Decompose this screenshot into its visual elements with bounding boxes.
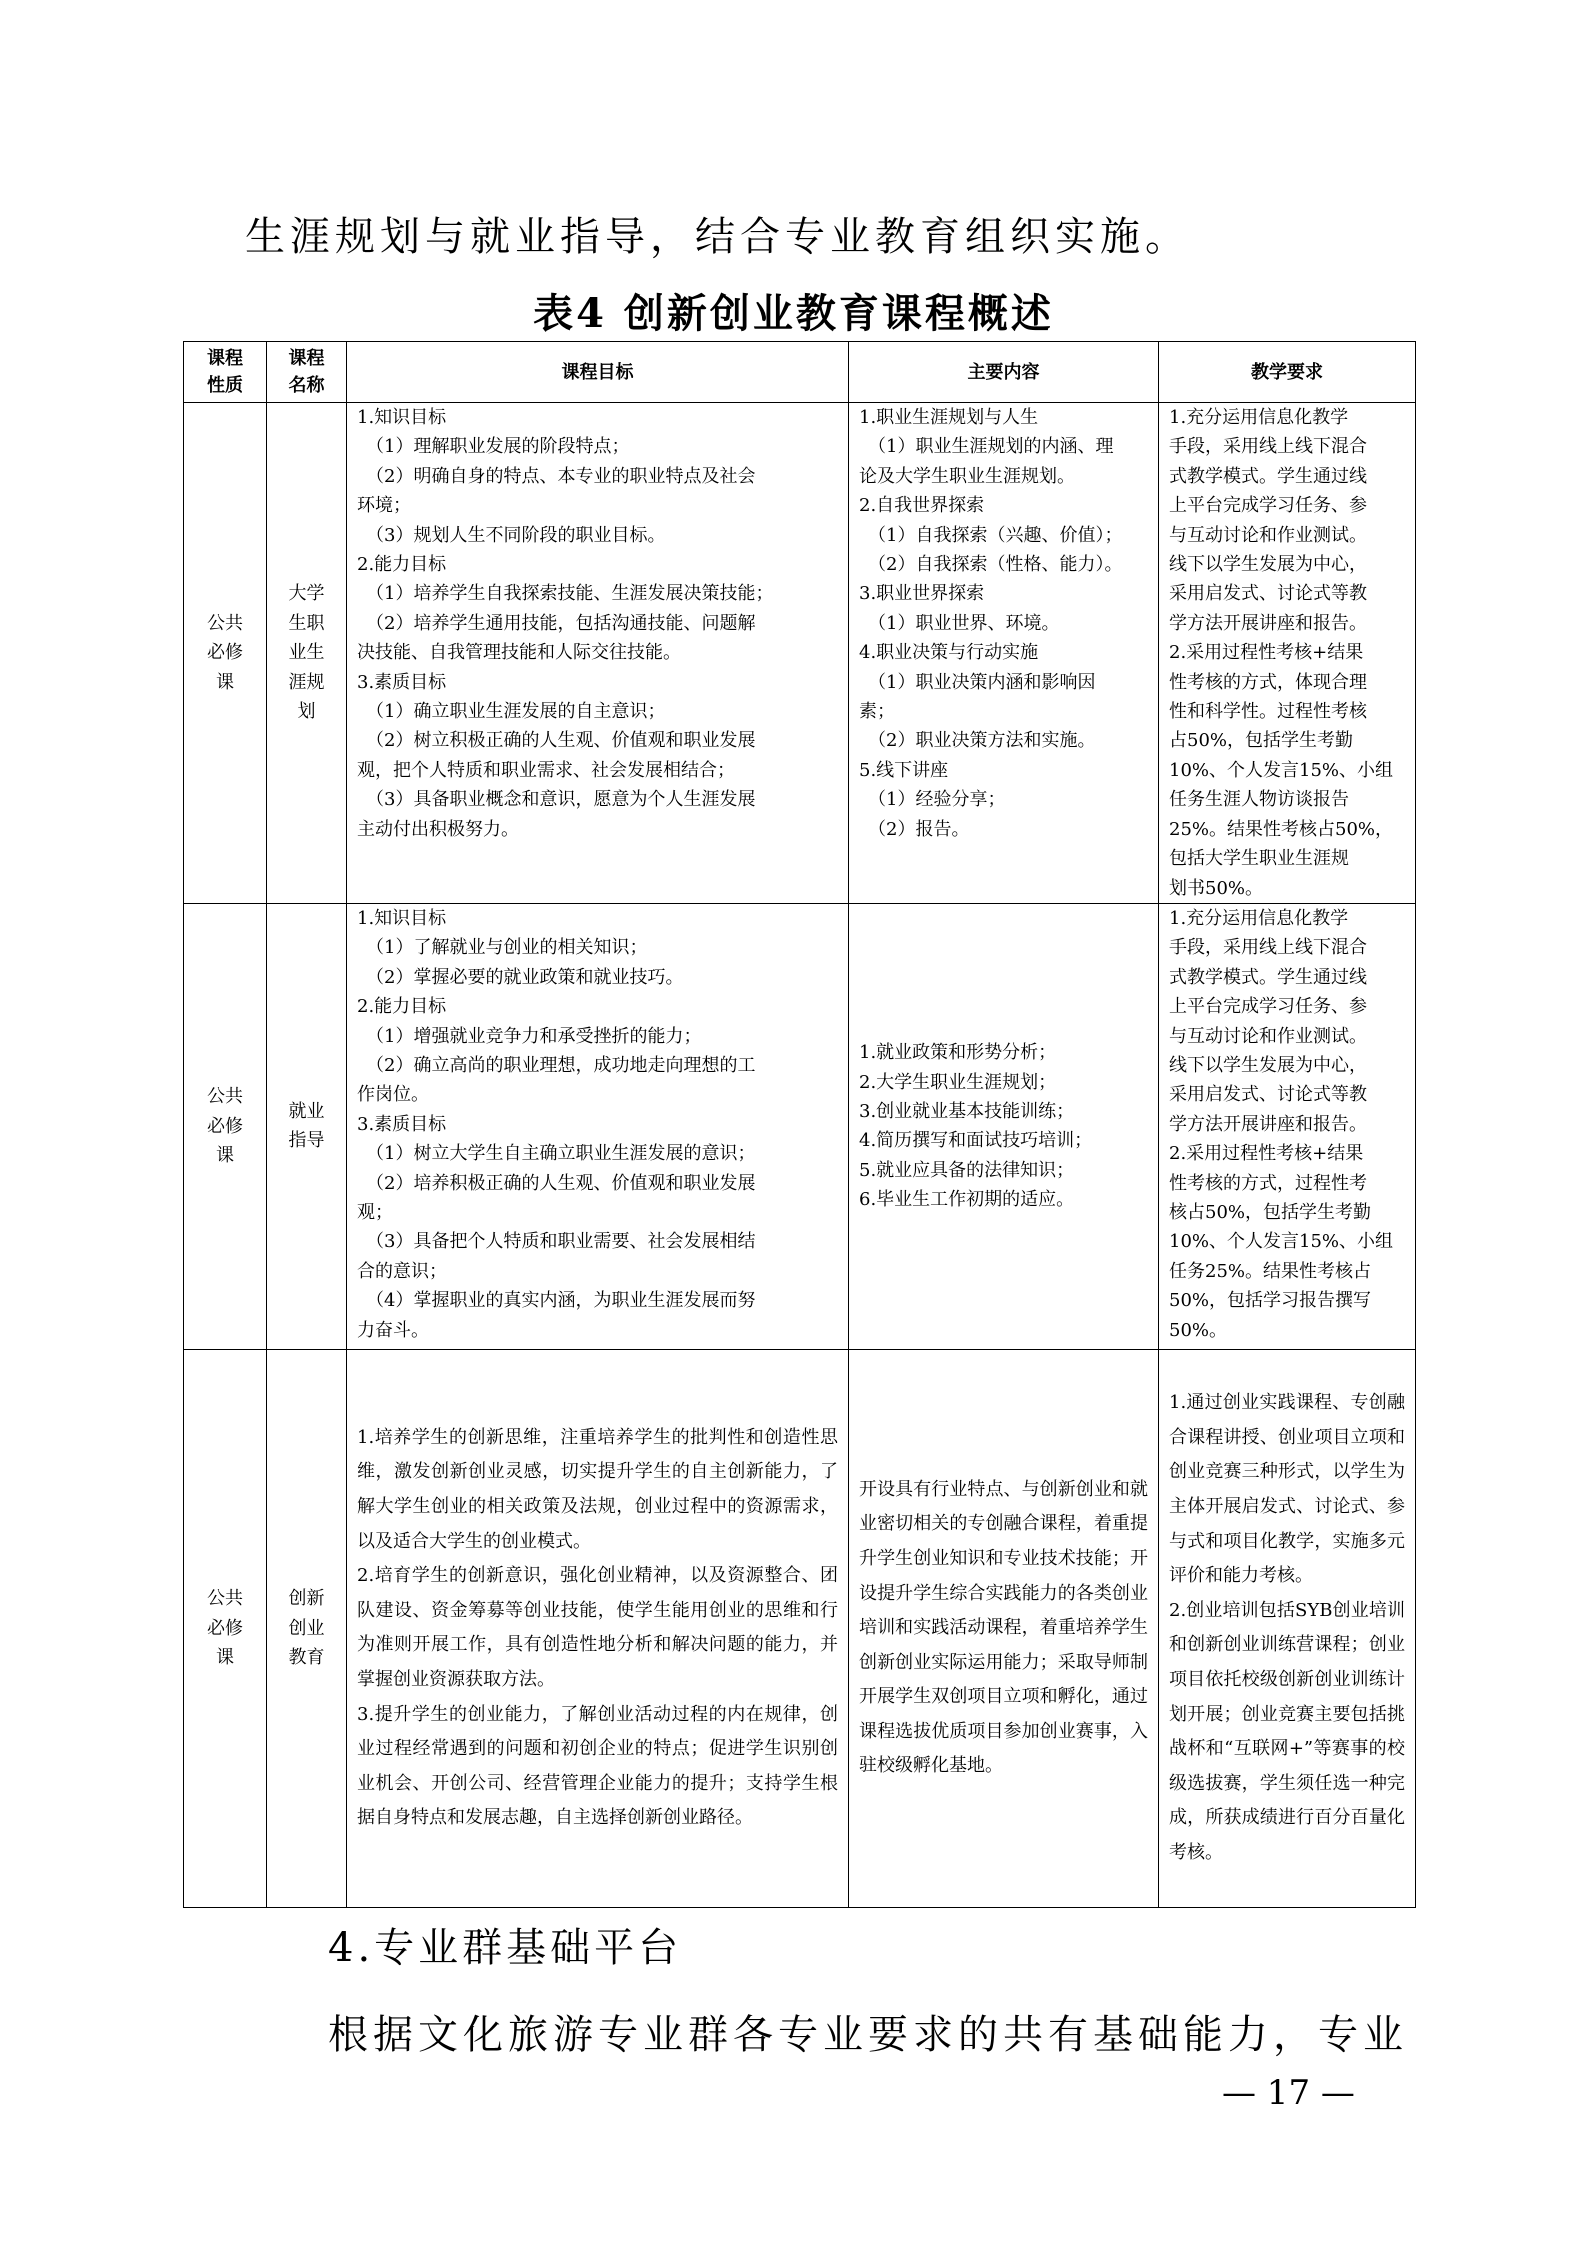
main-content-cell: 1.职业生涯规划与人生 （1）职业生涯规划的内涵、理 论及大学生职业生涯规划。 2.自我世界探索 （1）自我探索（兴趣、价值）； （2）自我探索（性格、能力）。 3.职业世界探索 （1）职业世界、环境。 4.职业决策与行动实施 （1）职业决策内涵和影响因 素； （2）职业决策方法和实施。 5.线下讲座 （1）经验分享； （2）报告。 [849, 403, 1159, 904]
table-row [184, 403, 1416, 904]
course-nature-cell: 公共 必修 课 [184, 403, 267, 904]
goal-paragraph: 3.提升学生的创业能力，了解创业活动过程的内在规律，创业过程经常遇到的问题和初创企业的特点；促进学生识别创业机会、开创公司、经营管理企业能力的提升；支持学生根据自身特点和发展志趣，自主选择创新创业路径。 [357, 1703, 838, 1829]
course-nature-cell: 公共 必修 课 [184, 903, 267, 1349]
body-text: 根据文化旅游专业群各专业要求的共有基础能力，专业 [328, 2012, 1408, 2058]
main-content-cell: 1.就业政策和形势分析； 2.大学生职业生涯规划； 3.创业就业基本技能训练； 4.简历撰写和面试技巧培训； 5.就业应具备的法律知识； 6.毕业生工作初期的适应。 [849, 903, 1159, 1349]
course-name-cell: 就业 指导 [267, 903, 347, 1349]
table-caption: 表4 创新创业教育课程概述 [533, 290, 1054, 337]
header-course-goal: 课程目标 [347, 342, 849, 403]
header-course-name: 课程 名称 [267, 342, 347, 403]
teaching-requirement-cell [1159, 1349, 1416, 1907]
course-table [183, 341, 1416, 1908]
course-name-cell: 大学 生职 业生 涯规 划 [267, 403, 347, 904]
teaching-requirement-cell: 1.充分运用信息化教学 手段，采用线上线下混合 式教学模式。学生通过线 上平台完成学习任务、参 与互动讨论和作业测试。 线下以学生发展为中心， 采用启发式、讨论式等教 学方法开展讲座和报告。 2.采用过程性考核+结果 性考核的方式，体现合理 性和科学性。过程性考核 占50%，包括学生考勤 10%、个人发言15%、小组 任务生涯人物访谈报告 25%。结果性考核占50%， 包括大学生职业生涯规 划书50%。 [1159, 403, 1416, 904]
table-row [184, 903, 1416, 1349]
table-header-row [184, 342, 1416, 403]
section-title: 4.专业群基础平台 [328, 1925, 683, 1971]
header-main-content: 主要内容 [849, 342, 1159, 403]
intro-text: 生涯规划与就业指导，结合专业教育组织实施。 [245, 214, 1190, 260]
main-content-cell: 开设具有行业特点、与创新创业和就业密切相关的专创融合课程，着重提升学生创业知识和专业技术技能；开设提升学生综合实践能力的各类创业培训和实践活动课程，着重培养学生创新创业实际运用能力；采取导师制开展学生双创项目立项和孵化，通过课程选拔优质项目参加创业赛事，入驻校级孵化基地。 [849, 1349, 1159, 1907]
teaching-requirement-cell: 1.充分运用信息化教学 手段，采用线上线下混合 式教学模式。学生通过线 上平台完成学习任务、参 与互动讨论和作业测试。 线下以学生发展为中心， 采用启发式、讨论式等教 学方法开展讲座和报告。 2.采用过程性考核+结果 性考核的方式，过程性考 核占50%，包括学生考勤 10%、个人发言15%、小组 任务25%。结果性考核占 50%，包括学习报告撰写 50%。 [1159, 903, 1416, 1349]
requirement-paragraph: 2.创业培训包括SYB创业培训和创新创业训练营课程；创业项目依托校级创新创业训练计划开展；创业竞赛主要包括挑战杯和“互联网+”等赛事的校级选拔赛，学生须任选一种完成，所获成绩进行百分百量化考核。 [1169, 1599, 1405, 1863]
requirement-paragraph: 1.通过创业实践课程、专创融合课程讲授、创业项目立项和创业竞赛三种形式，以学生为主体开展启发式、讨论式、参与式和项目化教学，实施多元评价和能力考核。 [1169, 1392, 1405, 1587]
header-teaching-requirement: 教学要求 [1159, 342, 1416, 403]
goal-paragraph: 1.培养学生的创新思维，注重培养学生的批判性和创造性思维，激发创新创业灵感，切实提升学生的自主创新能力，了解大学生创业的相关政策及法规，创业过程中的资源需求，以及适合大学生的创业模式。 [357, 1426, 838, 1552]
page-number: — 17 — [1222, 2073, 1355, 2113]
table-row [184, 1349, 1416, 1907]
course-nature-cell: 公共 必修 课 [184, 1349, 267, 1907]
course-name-cell: 创新 创业 教育 [267, 1349, 347, 1907]
course-goal-cell: 1.知识目标 （1）了解就业与创业的相关知识； （2）掌握必要的就业政策和就业技巧。 2.能力目标 （1）增强就业竞争力和承受挫折的能力； （2）确立高尚的职业理想，成功地走向理想的工 作岗位。 3.素质目标 （1）树立大学生自主确立职业生涯发展的意识； （2）培养积极正确的人生观、价值观和职业发展 观； （3）具备把个人特质和职业需要、社会发展相结 合的意识； （4）掌握职业的真实内涵，为职业生涯发展而努 力奋斗。 [347, 903, 849, 1349]
course-goal-cell [347, 1349, 849, 1907]
goal-paragraph: 2.培育学生的创新意识，强化创业精神，以及资源整合、团队建设、资金筹募等创业技能，使学生能用创业的思维和行为准则开展工作，具有创造性地分析和解决问题的能力，并掌握创业资源获取方法。 [357, 1565, 838, 1690]
header-course-nature: 课程 性质 [184, 342, 267, 403]
course-goal-cell: 1.知识目标 （1）理解职业发展的阶段特点； （2）明确自身的特点、本专业的职业特点及社会 环境； （3）规划人生不同阶段的职业目标。 2.能力目标 （1）培养学生自我探索技能、生涯发展决策技能； （2）培养学生通用技能，包括沟通技能、问题解 决技能、自我管理技能和人际交往技能。 3.素质目标 （1）确立职业生涯发展的自主意识； （2）树立积极正确的人生观、价值观和职业发展 观，把个人特质和职业需求、社会发展相结合； （3）具备职业概念和意识，愿意为个人生涯发展 主动付出积极努力。 [347, 403, 849, 904]
